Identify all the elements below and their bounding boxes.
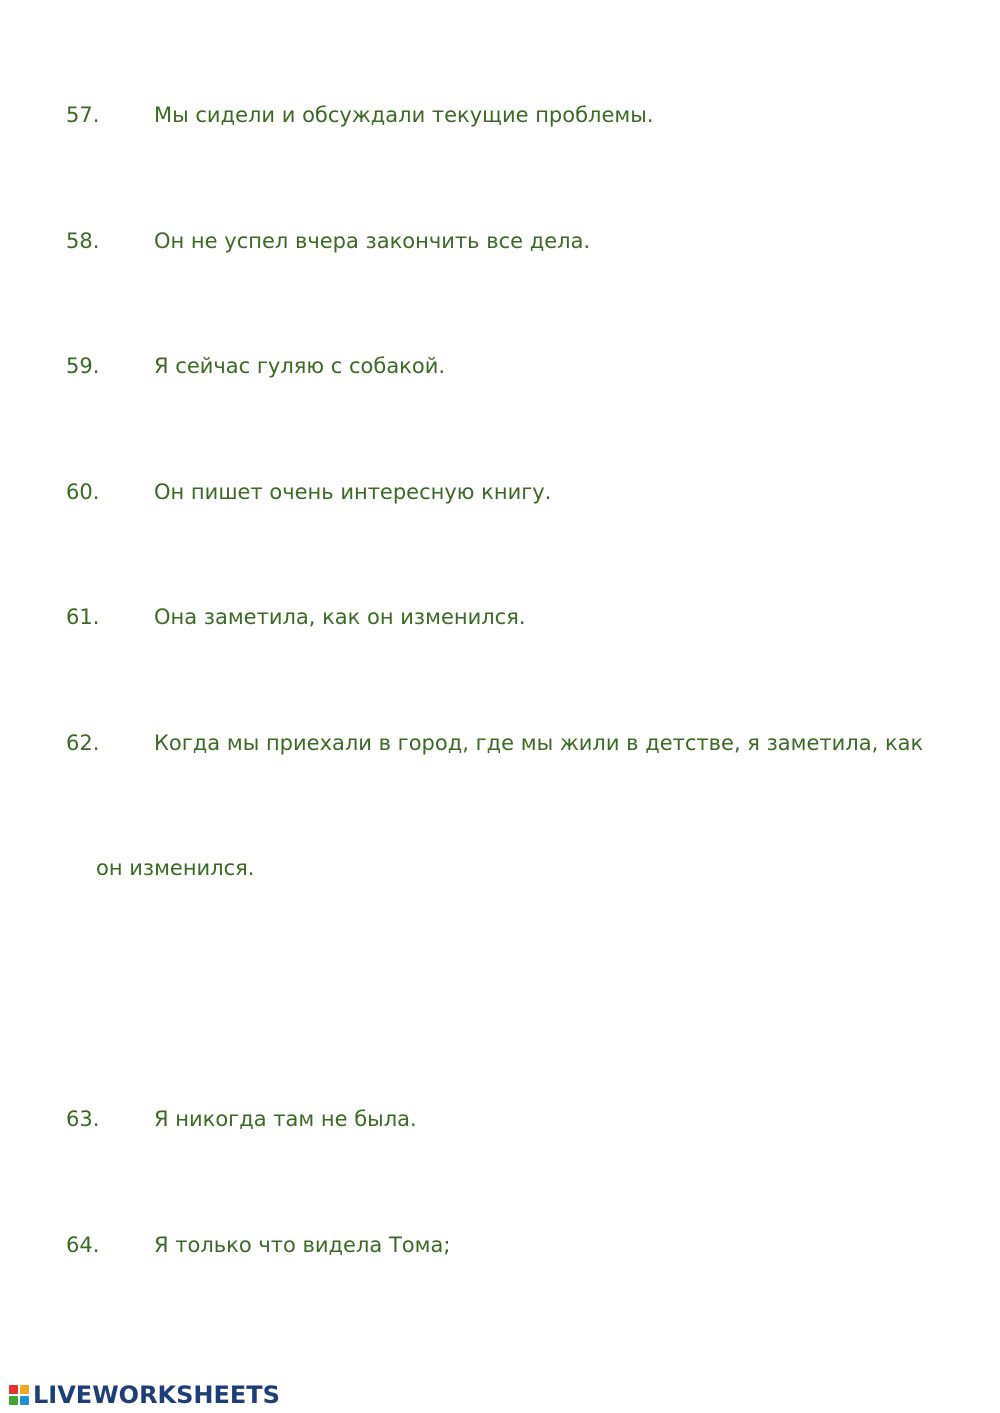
item-number: 62. bbox=[66, 731, 100, 755]
item-text: Она заметила, как он изменился. bbox=[154, 605, 526, 629]
footer-logo bbox=[8, 1380, 280, 1410]
liveworksheets-logo-icon bbox=[8, 1384, 30, 1406]
item-text: Он не успел вчера закончить все дела. bbox=[154, 229, 591, 253]
item-text: Когда мы приехали в город, где мы жили в детстве, я заметила, как bbox=[154, 731, 924, 755]
footer-brand: LIVEWORKSHEETS bbox=[33, 1381, 280, 1409]
item-number: 58. bbox=[66, 229, 100, 253]
item-text: Мы сидели и обсуждали текущие проблемы. bbox=[154, 103, 654, 127]
item-number: 61. bbox=[66, 605, 100, 629]
item-number: 64. bbox=[66, 1233, 100, 1257]
item-number: 59. bbox=[66, 354, 100, 378]
item-number: 57. bbox=[66, 103, 100, 127]
item-text: Я никогда там не была. bbox=[154, 1107, 417, 1131]
list-item-62-continuation: он изменился. bbox=[96, 856, 255, 880]
item-number: 63. bbox=[66, 1107, 100, 1131]
item-text: Он пишет очень интересную книгу. bbox=[154, 480, 552, 504]
item-number: 60. bbox=[66, 480, 100, 504]
item-text: Я сейчас гуляю с собакой. bbox=[154, 354, 446, 378]
item-text: Я только что видела Тома; bbox=[154, 1233, 451, 1257]
